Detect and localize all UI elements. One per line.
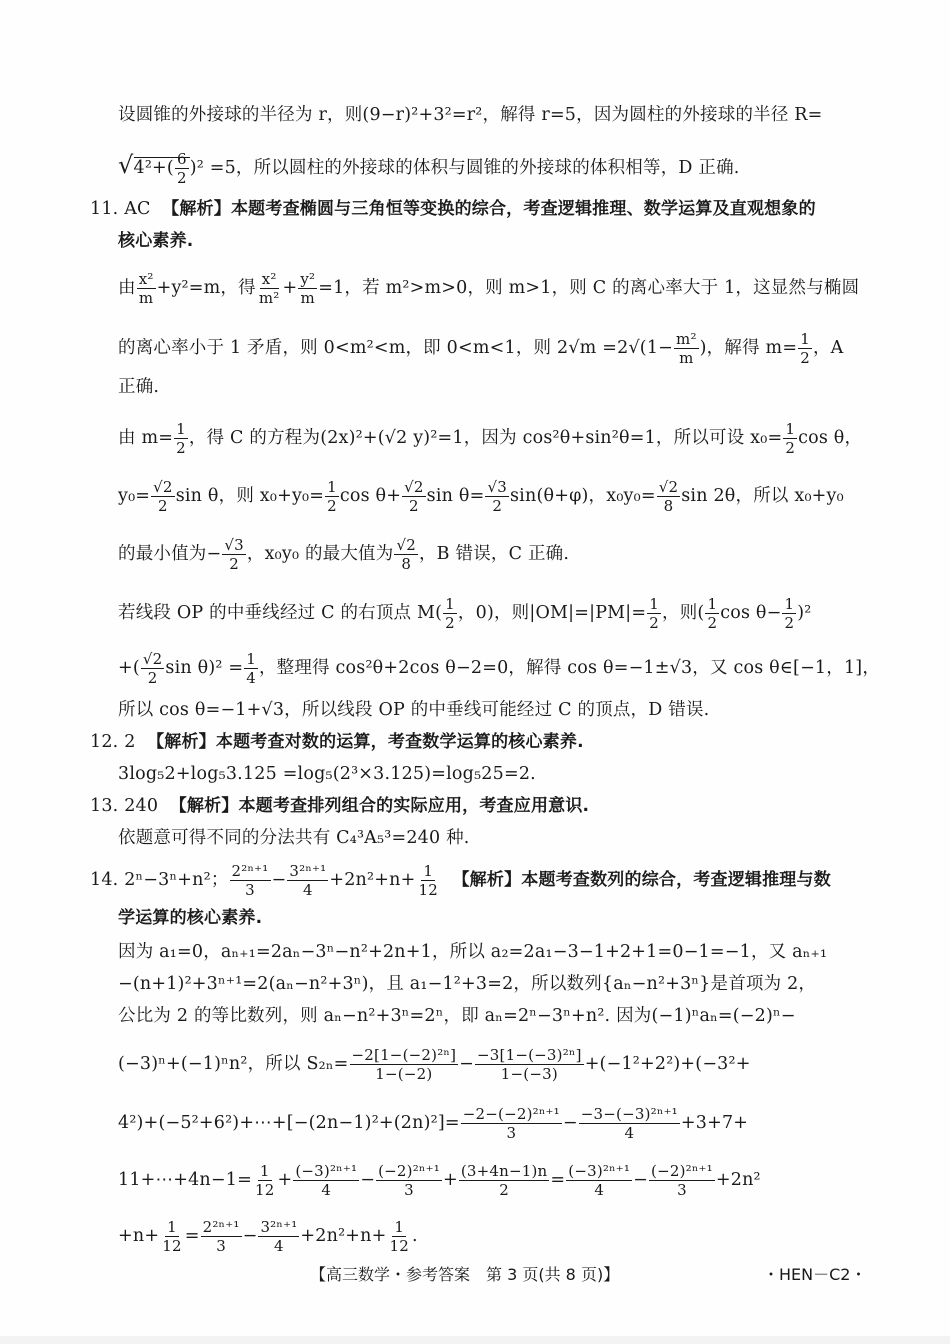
text: sin θ)² = <box>165 658 244 678</box>
text: +(−1²+2²)+(−3²+ <box>584 1054 751 1074</box>
fraction <box>222 536 246 573</box>
numerator: 3²ⁿ⁺¹ <box>289 862 327 880</box>
numerator: y² <box>300 270 316 288</box>
fraction <box>244 650 258 687</box>
denominator: 2 <box>147 669 158 687</box>
denominator: 12 <box>418 881 438 899</box>
question-13-header <box>90 794 589 818</box>
fraction <box>443 595 457 632</box>
numerator: 1 <box>167 1218 177 1236</box>
fraction <box>174 420 188 457</box>
denominator: 2 <box>784 614 795 632</box>
numerator: √2 <box>153 478 173 496</box>
fraction <box>566 1162 632 1199</box>
numerator: √3 <box>487 478 507 496</box>
denominator: 3 <box>677 1181 687 1199</box>
denominator: 4 <box>246 669 256 687</box>
denominator: m <box>138 289 154 307</box>
page-bottom-edge <box>0 1336 950 1344</box>
fraction <box>376 1162 442 1199</box>
fraction <box>298 270 317 307</box>
text: 由 <box>118 278 136 298</box>
text-line: 公比为 2 的等比数列，则 aₙ−n²+3ⁿ=2ⁿ，即 aₙ=2ⁿ−3ⁿ+n². 因为(−1)ⁿaₙ=(−2)ⁿ− <box>118 1006 796 1026</box>
fraction <box>674 330 699 367</box>
fraction <box>459 1162 550 1199</box>
text: sin θ，则 x₀+y₀= <box>175 486 325 506</box>
denominator: 2 <box>327 497 337 515</box>
denominator: 2 <box>409 497 419 515</box>
fraction <box>151 478 175 515</box>
text: − <box>562 1113 578 1133</box>
numerator: √2 <box>658 478 679 496</box>
numerator: (−3)²ⁿ⁺¹ <box>568 1162 631 1180</box>
denominator: 3 <box>506 1124 517 1142</box>
denominator: 4 <box>274 1237 284 1255</box>
numerator: (−3)²ⁿ⁺¹ <box>295 1162 358 1180</box>
text: − <box>459 1054 475 1074</box>
numerator: m² <box>676 330 697 348</box>
text-line <box>118 478 844 515</box>
text-line: 所以 cos θ=−1+√3，所以线段 OP 的中垂线可能经过 C 的顶点，D 错误. <box>118 700 710 720</box>
text-line <box>118 270 859 307</box>
text-line: 依题意可得不同的分法共有 C₄³A₅³=240 种. <box>118 828 470 848</box>
numerator: −2−(−2)²ⁿ⁺¹ <box>462 1105 560 1123</box>
numerator: 1 <box>800 330 810 348</box>
denominator: 1−(−3) <box>500 1065 558 1083</box>
denominator: 4 <box>302 881 313 899</box>
page-footer-code: ・HEN－C2・ <box>763 1265 867 1284</box>
numerator: √2 <box>142 650 163 668</box>
text-line <box>118 1105 748 1142</box>
text: +2n²+n+ <box>300 1226 387 1246</box>
denominator: 2 <box>649 614 660 632</box>
numerator: x² <box>138 270 154 288</box>
fraction <box>475 1046 584 1083</box>
denominator: 3 <box>404 1181 414 1199</box>
denominator: m² <box>258 289 280 307</box>
text: ，整理得 cos²θ+2cos θ−2=0，解得 cos θ=−1±√3，又 cos θ∈[−1，1]， <box>258 658 881 678</box>
question-summary-cont: 学运算的核心素养. <box>118 908 263 928</box>
text: − <box>242 1226 258 1246</box>
question-summary: 本题考查数列的综合，考查逻辑推理与数 <box>521 870 831 890</box>
denominator: 2 <box>158 497 168 515</box>
text-line <box>118 103 823 127</box>
fraction <box>201 1218 242 1255</box>
numerator: 3²ⁿ⁺¹ <box>260 1218 298 1236</box>
text: cos θ− <box>720 603 782 623</box>
fraction <box>160 1218 184 1255</box>
numerator: 1 <box>259 1162 270 1180</box>
denominator: 3 <box>245 881 255 899</box>
text-line <box>118 150 740 187</box>
text: 由 m= <box>118 428 174 448</box>
denominator: 8 <box>663 497 674 515</box>
text-line: 正确. <box>118 377 160 397</box>
text: − <box>271 870 287 890</box>
numerator: x² <box>261 270 277 288</box>
fraction <box>253 1162 277 1199</box>
denominator: 2 <box>176 439 186 457</box>
numerator: (−2)²ⁿ⁺¹ <box>651 1162 713 1180</box>
numerator: √3 <box>224 536 244 554</box>
denominator: 2 <box>492 497 503 515</box>
page-footer-title: 【高三数学・参考答案 第 3 页(共 8 页)】 <box>310 1265 620 1284</box>
denominator: 2 <box>229 555 239 573</box>
fraction <box>657 478 681 515</box>
fraction <box>141 650 165 687</box>
question-14-header <box>90 862 831 899</box>
denominator: m <box>300 289 315 307</box>
denominator: 4 <box>624 1124 635 1142</box>
fraction <box>705 595 719 632</box>
question-summary: 本题考查排列组合的实际应用，考查应用意识. <box>238 796 590 816</box>
numerator: 2²ⁿ⁺¹ <box>202 1218 240 1236</box>
fraction <box>388 1218 412 1255</box>
text-line <box>118 1218 418 1255</box>
fraction <box>579 1105 680 1142</box>
text: − <box>360 1170 376 1190</box>
fraction <box>649 1162 715 1199</box>
fraction <box>394 536 418 573</box>
text: +y²=m，得 <box>156 278 256 298</box>
fraction <box>485 478 509 515</box>
denominator: 12 <box>162 1237 182 1255</box>
text: y₀= <box>118 486 151 506</box>
question-12-header <box>90 730 584 754</box>
fraction <box>137 270 156 307</box>
text: +2n²+n+ <box>329 870 416 890</box>
numerator: 1 <box>176 420 186 438</box>
text: 4²)+(−5²+6²)+⋯+[−(2n−1)²+(2n)²]= <box>118 1113 460 1133</box>
fraction <box>783 420 797 457</box>
text: sin 2θ，所以 x₀+y₀ <box>681 486 844 506</box>
text: 设圆锥的外接球的半径为 r，则(9−r)²+3²=r²，解得 r=5，因为圆柱的外接球的半径 R= <box>118 105 823 125</box>
text: . <box>412 1226 418 1246</box>
text: +n+ <box>118 1226 160 1246</box>
numerator: (−2)²ⁿ⁺¹ <box>378 1162 440 1180</box>
text-line <box>118 1046 751 1083</box>
text: ，则( <box>662 603 705 623</box>
question-number: 11. AC <box>90 199 151 219</box>
text: +( <box>118 658 140 678</box>
analysis-tag: 【解析】 <box>147 732 216 752</box>
fraction <box>647 595 661 632</box>
text: ，B 错误，C 正确. <box>418 544 570 564</box>
text-line <box>118 1162 761 1199</box>
analysis-tag: 【解析】 <box>169 796 239 816</box>
denominator: 8 <box>401 555 412 573</box>
numerator: √2 <box>404 478 424 496</box>
text: )，解得 m= <box>699 338 798 358</box>
text-line: 因为 a₁=0，aₙ₊₁=2aₙ−3ⁿ−n²+2n+1，所以 a₂=2a₁−3−1+2+1=0−1=−1，又 aₙ₊₁ <box>118 942 828 962</box>
text: sin(θ+φ)，x₀y₀= <box>510 486 656 506</box>
text: =1，若 m²>m>0，则 m>1，则 C 的离心率大于 1，这显然与椭圆 <box>318 278 860 298</box>
fraction <box>287 862 328 899</box>
text-line <box>118 536 569 573</box>
denominator: 2 <box>707 614 718 632</box>
text: = <box>550 1170 566 1190</box>
text: = <box>184 1226 200 1246</box>
text: − <box>633 1170 649 1190</box>
denominator: 12 <box>389 1237 410 1255</box>
fraction <box>325 478 339 515</box>
text: + <box>442 1170 458 1190</box>
text: )² <box>797 603 812 623</box>
question-number: 14. 2ⁿ−3ⁿ+n²； <box>90 870 229 890</box>
numerator: 1 <box>327 478 337 496</box>
question-number: 13. 240 <box>90 796 159 816</box>
text: + <box>277 1170 293 1190</box>
text: + <box>282 278 298 298</box>
numerator: 2²ⁿ⁺¹ <box>231 862 269 880</box>
text: cos θ+ <box>339 486 402 506</box>
text: +2n² <box>715 1170 761 1190</box>
numerator: (3+4n−1)n <box>460 1162 548 1180</box>
numerator: √2 <box>396 536 416 554</box>
denominator: 1−(−2) <box>375 1065 433 1083</box>
text: ，x₀y₀ 的最大值为 <box>246 544 394 564</box>
text: +3+7+ <box>680 1113 749 1133</box>
numerator: 1 <box>784 595 795 613</box>
numerator: −3[1−(−3)²ⁿ] <box>477 1046 582 1064</box>
numerator: −3−(−3)²ⁿ⁺¹ <box>580 1105 678 1123</box>
text: 11+⋯+4n−1= <box>118 1170 252 1190</box>
text: 若线段 OP 的中垂线经过 C 的右顶点 M( <box>118 603 443 623</box>
fraction <box>175 150 189 187</box>
text-line <box>118 330 844 367</box>
numerator: 1 <box>707 595 718 613</box>
denominator: 2 <box>785 439 796 457</box>
fraction <box>402 478 426 515</box>
text-line: −(n+1)²+3ⁿ⁺¹=2(aₙ−n²+3ⁿ)，且 a₁−1²+3=2，所以数列{aₙ−n²+3ⁿ}是首项为 2， <box>118 974 817 994</box>
numerator: 1 <box>445 595 455 613</box>
question-summary: 本题考查椭圆与三角恒等变换的综合，考查逻辑推理、数学运算及直观想象的 <box>230 199 816 219</box>
text: 的离心率小于 1 矛盾，则 0<m²<m，即 0<m<1，则 2√m =2√(1− <box>118 338 674 358</box>
fraction <box>798 330 812 367</box>
text-line <box>118 650 880 687</box>
denominator: 2 <box>445 614 455 632</box>
fraction <box>230 862 271 899</box>
fraction <box>258 1218 299 1255</box>
fraction <box>350 1046 459 1083</box>
numerator: 6 <box>176 150 187 168</box>
fraction <box>782 595 796 632</box>
question-11-header <box>90 197 816 221</box>
numerator: 1 <box>785 420 796 438</box>
analysis-tag: 【解析】 <box>452 870 522 890</box>
fraction <box>257 270 282 307</box>
question-number: 12. 2 <box>90 732 136 752</box>
question-summary: 本题考查对数的运算，考查数学运算的核心素养. <box>215 732 584 752</box>
denominator: 4 <box>594 1181 605 1199</box>
question-summary-cont: 核心素养. <box>118 231 194 251</box>
text: (−3)ⁿ+(−1)ⁿn²，所以 S₂ₙ= <box>118 1054 349 1074</box>
numerator: 1 <box>246 650 256 668</box>
text: ，0)，则|OM|=|PM|= <box>457 603 647 623</box>
sqrt-sign: √ <box>118 151 134 179</box>
denominator: 2 <box>800 349 810 367</box>
denominator: 2 <box>176 169 187 187</box>
fraction <box>416 862 440 899</box>
text-line: 3log₅2+log₅3.125 =log₅(2³×3.125)=log₅25=2. <box>118 764 536 784</box>
text: 的最小值为− <box>118 544 222 564</box>
numerator: 1 <box>423 862 434 880</box>
numerator: −2[1−(−2)²ⁿ] <box>351 1046 457 1064</box>
text: ，A <box>812 338 844 358</box>
numerator: 1 <box>649 595 660 613</box>
text: )² =5，所以圆柱的外接球的体积与圆锥的外接球的体积相等，D 正确. <box>189 158 740 178</box>
text-line <box>118 420 862 457</box>
denominator: 4 <box>321 1181 332 1199</box>
analysis-tag: 【解析】 <box>162 199 231 219</box>
text: sin θ= <box>426 486 485 506</box>
text: 4²+( <box>133 158 174 178</box>
denominator: 3 <box>216 1237 226 1255</box>
fraction <box>461 1105 562 1142</box>
denominator: 2 <box>499 1181 509 1199</box>
text: cos θ， <box>798 428 863 448</box>
fraction <box>293 1162 359 1199</box>
denominator: 12 <box>254 1181 275 1199</box>
text: ，得 C 的方程为(2x)²+(√2 y)²=1，因为 cos²θ+sin²θ=1，所以可设 x₀= <box>188 428 783 448</box>
numerator: 1 <box>394 1218 405 1236</box>
text-line <box>118 595 811 632</box>
denominator: m <box>679 349 694 367</box>
